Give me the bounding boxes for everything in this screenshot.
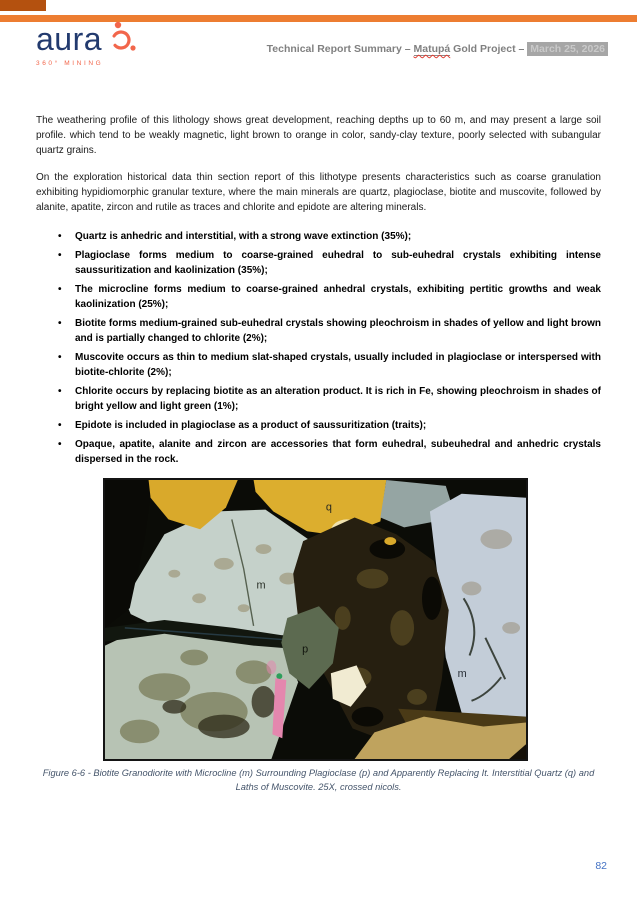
figure-6-6 [103,478,528,761]
label-microcline-right: m [457,668,467,681]
thin-section-photomicrograph [103,478,528,761]
bullet-epidote: • Epidote is included in plagioclase as a product of saussuritization (traits); [58,418,601,433]
figure-caption: Figure 6-6 - Biotite Granodiorite with Microcline (m) Surrounding Plagioclase (p) and Apparently Replacing It. Interstitial Quartz (q) and Laths of Muscovite. 25X, crossed nicols. [42,768,595,792]
bullet-chlorite: • Chlorite occurs by replacing biotite as an alteration product. It is rich in Fe, showing pleochroism in shades of bright yellow and light green (1%); [58,384,601,414]
title-part1: Technical Report Summary – [266,43,414,55]
paragraph-thin-section: On the exploration historical data thin section report of this lithotype presents characteristics such as coarse granulation exhibiting hypidiomorphic granular texture, where the main minerals are quartz, plagioclase, biotite and muscovite, followed by alanite, apatite, zircon and rutile as traces and chlorite and epidote are altering minerals. [36,172,601,213]
paragraph-weathering: The weathering profile of this lithology shows great development, reaching depths up to 60 m, and may present a large soil profile. which tend to be weakly magnetic, light brown to orange in color, sandy-clay texture, poorly selected with subangular quartz grains. [36,115,601,156]
label-microcline-left: m [256,579,266,592]
title-part2: Gold Project – [450,43,528,55]
label-plagioclase: p [302,643,309,656]
project-name [414,43,451,56]
label-quartz: q [325,501,332,514]
aura-logo [36,21,156,67]
mineral-bullet-list [58,229,601,467]
corner-accent-mark [0,0,46,11]
document-header-title [267,43,608,55]
project-name-spellcheck: Matupá [413,43,451,55]
bullet-plagioclase: • Plagioclase forms medium to coarse-grained euhedral to sub-euhedral crystals exhibiting intense saussuritization and kaolinization (35%); [58,248,601,278]
bullet-quartz: • Quartz is anhedric and interstitial, with a strong wave extinction (35%); [58,229,601,244]
bullet-biotite: • Biotite forms medium-grained sub-euhedral crystals showing pleochroism in shades of yellow and light brown and is partially changed to chlorite (2%); [58,316,601,346]
bullet-microcline: • The microcline forms medium to coarse-grained anhedral crystals, exhibiting pertitic growths and weak kaolinization (25%); [58,282,601,312]
page-number: 82 [595,860,607,872]
logo-tagline: 360° MINING [36,60,104,67]
orbit-icon [105,16,141,56]
bullet-muscovite: • Muscovite occurs as thin to medium slat-shaped crystals, usually included in plagioclase or interspersed with biotite-chlorite (2%); [58,350,601,380]
logo-wordmark: aura [36,21,103,57]
report-date-highlighted: March 25, 2026 [527,42,608,56]
bullet-accessories: • Opaque, apatite, alanite and zircon are accessories that form euhedral, subeuhedral and anhedric crystals dispersed in the rock. [58,437,601,467]
body-content [36,113,601,471]
